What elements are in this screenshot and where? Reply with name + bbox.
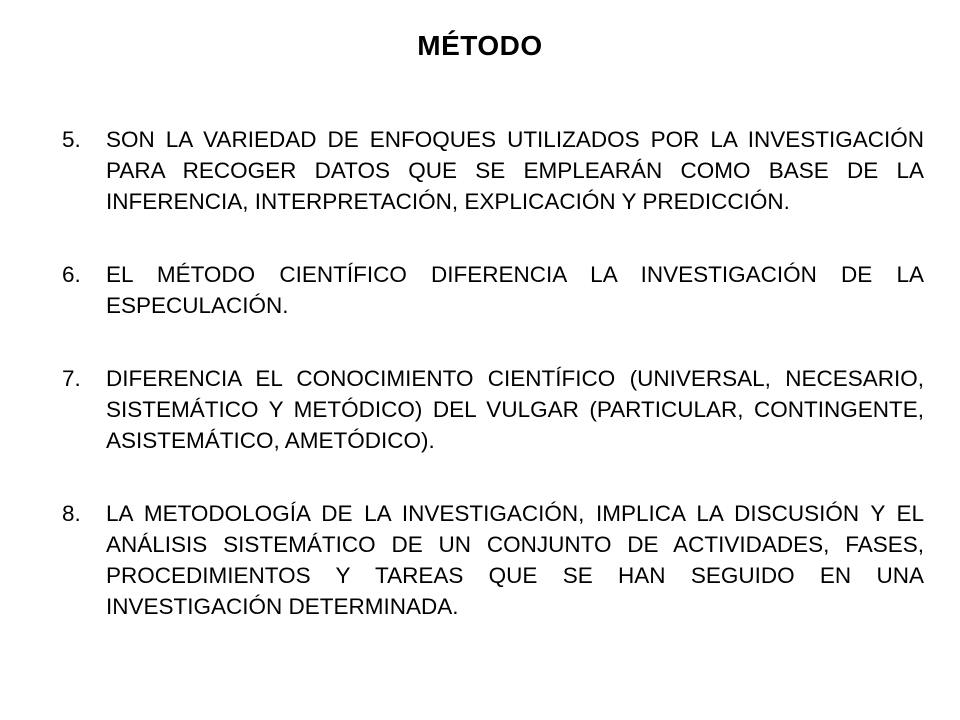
list-item-text: SON LA VARIEDAD DE ENFOQUES UTILIZADOS POR LA INVESTIGACIÓN PARA RECOGER DATOS QUE SE EMPLEARÁN COMO BASE DE LA INFERENCIA, INTERPRETACIÓN, EXPLICACIÓN Y PREDICCIÓN. <box>106 127 924 214</box>
list-item <box>62 498 924 622</box>
list-item-text: DIFERENCIA EL CONOCIMIENTO CIENTÍFICO (UNIVERSAL, NECESARIO, SISTEMÁTICO Y METÓDICO) DEL VULGAR (PARTICULAR, CONTINGENTE, ASISTEMÁTICO, AMETÓDICO). <box>106 366 924 453</box>
list-item-number: 8. <box>62 501 81 526</box>
list-item-number: 5. <box>62 127 81 152</box>
list-item <box>62 124 924 217</box>
list-item <box>62 363 924 456</box>
numbered-list <box>62 124 924 622</box>
list-item <box>62 259 924 321</box>
list-item-text: EL MÉTODO CIENTÍFICO DIFERENCIA LA INVESTIGACIÓN DE LA ESPECULACIÓN. <box>106 262 924 318</box>
list-item-number: 7. <box>62 366 81 391</box>
list-item-text: LA METODOLOGÍA DE LA INVESTIGACIÓN, IMPLICA LA DISCUSIÓN Y EL ANÁLISIS SISTEMÁTICO DE UN CONJUNTO DE ACTIVIDADES, FASES, PROCEDIMIENTOS Y TAREAS QUE SE HAN SEGUIDO EN UNA INVESTIGACIÓN DETERMINADA. <box>106 501 924 619</box>
slide-title: MÉTODO <box>417 30 543 61</box>
list-item-number: 6. <box>62 262 81 287</box>
